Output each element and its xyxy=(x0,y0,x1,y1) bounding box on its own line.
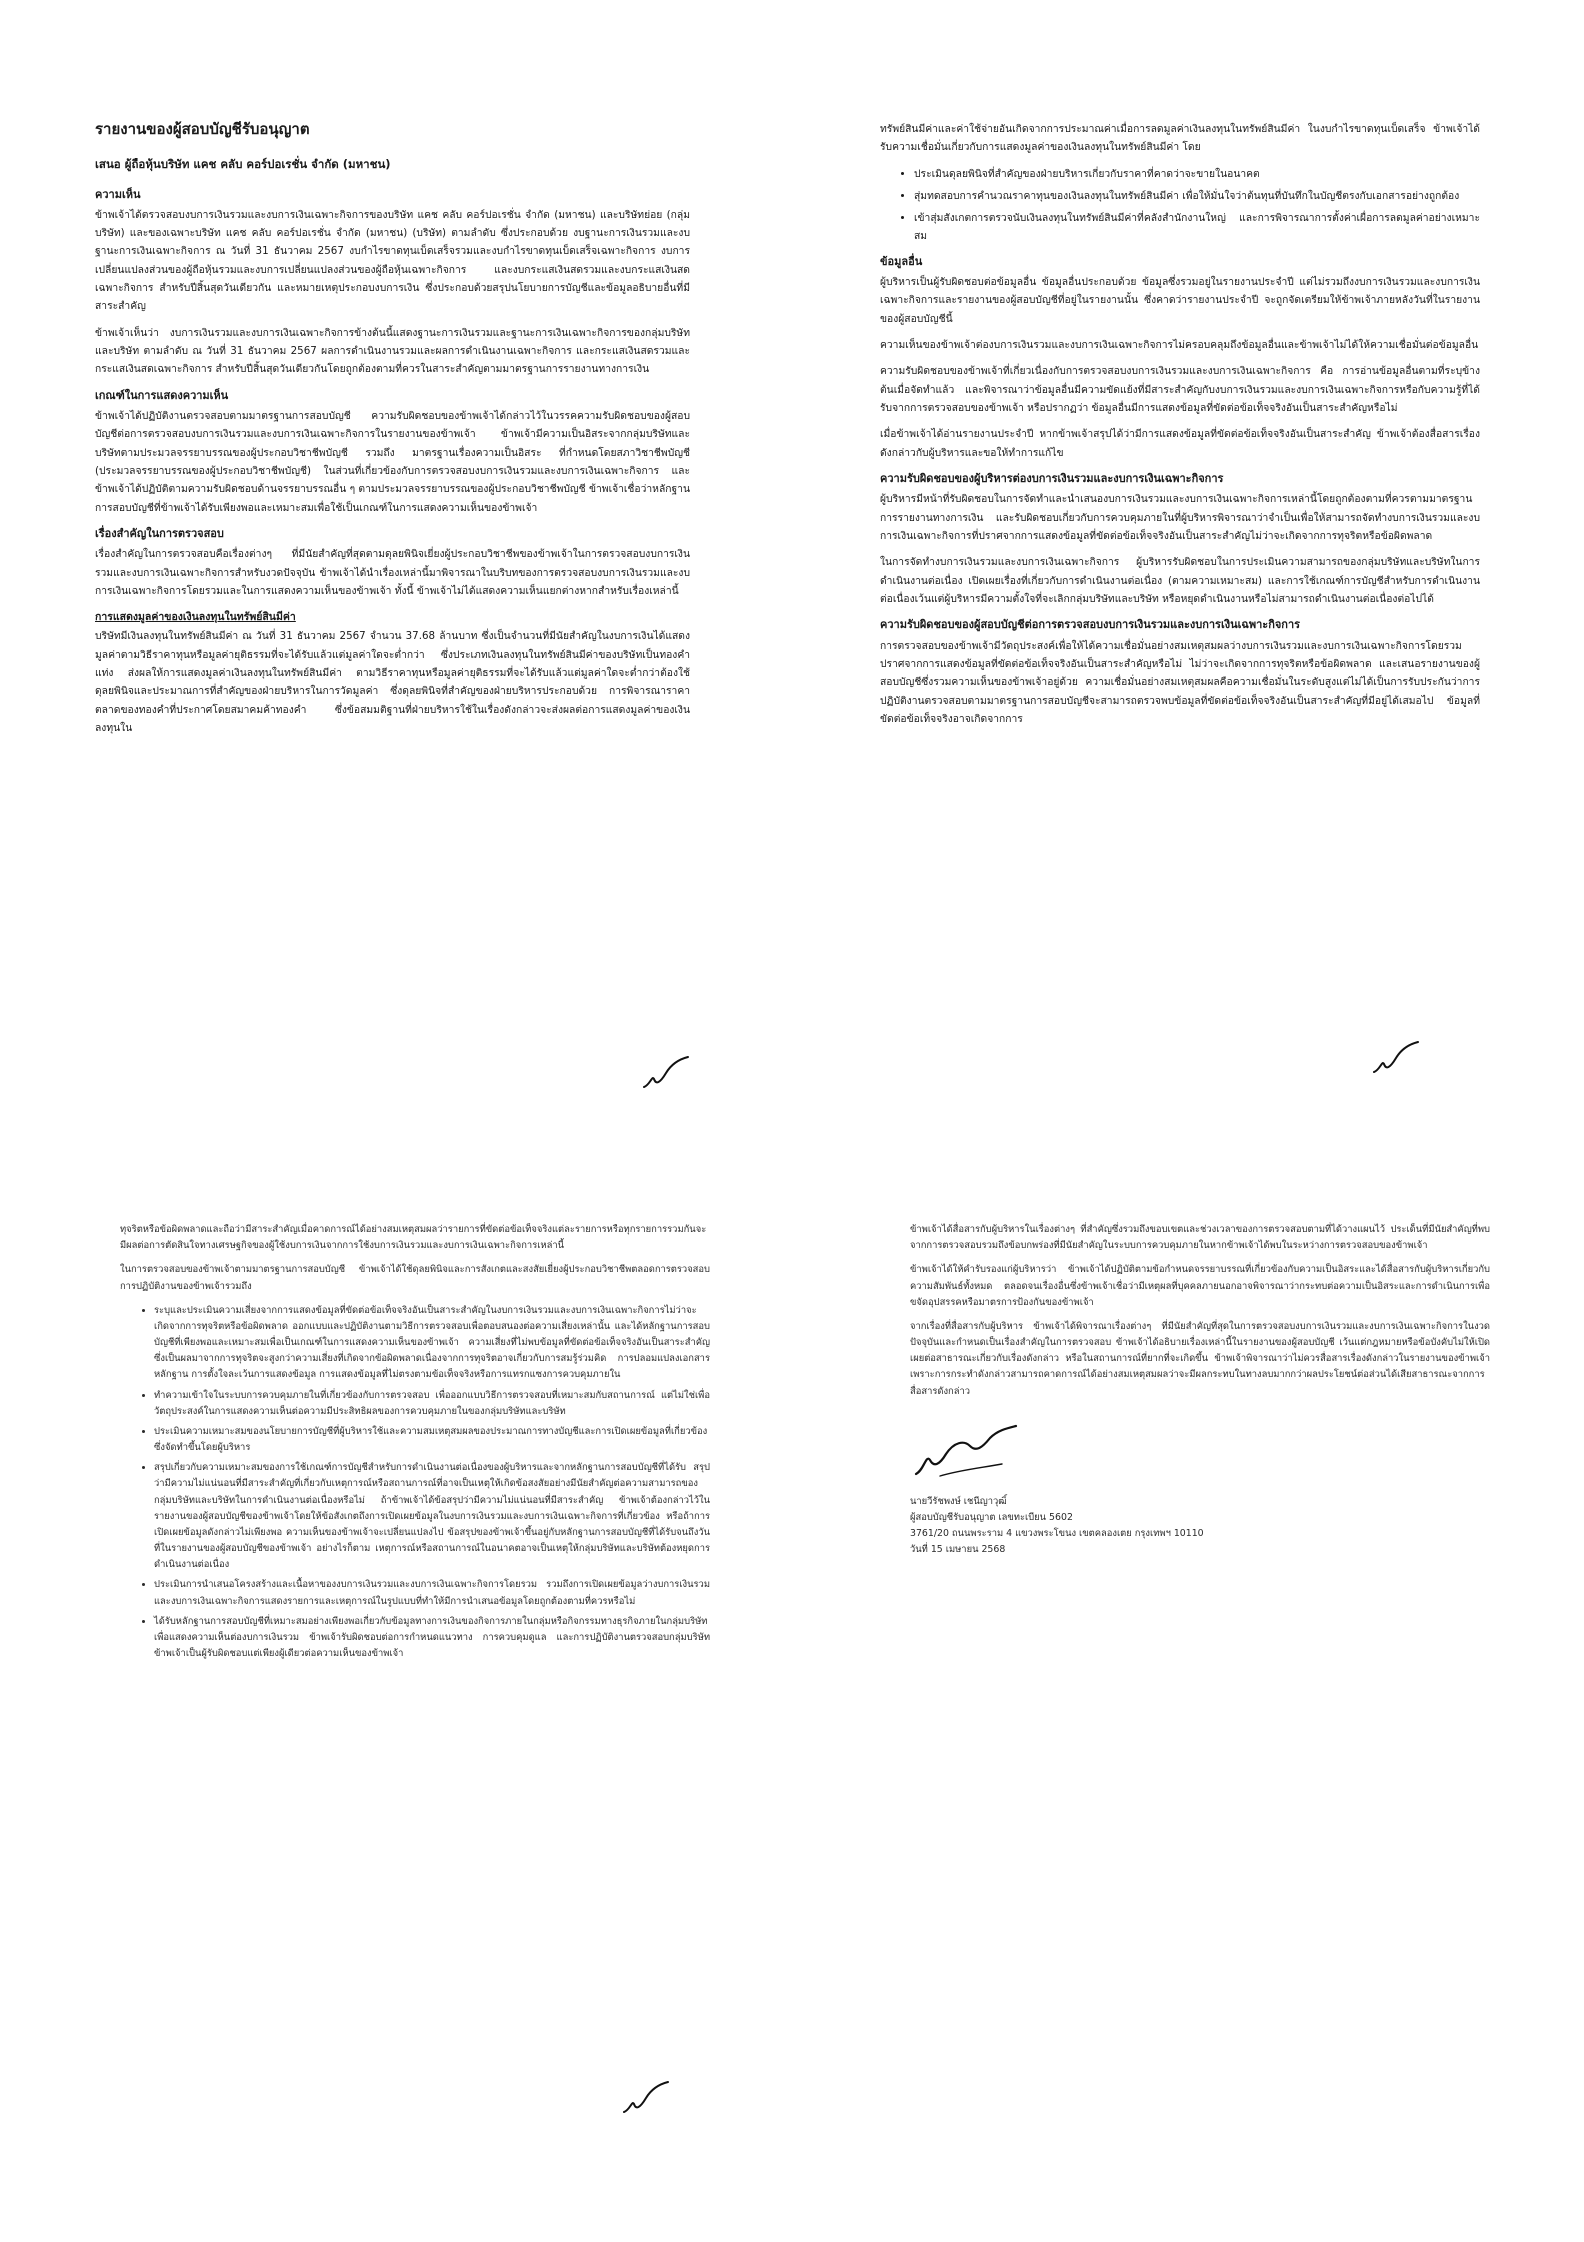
list-item: • เข้าสุ่มสังเกตการตรวจนับเงินลงทุนในทรัพย์สินมีค่าที่คลังสำนักงานใหญ่ และการพิจารณาการตั้งค่าเผื่อการลดมูลค่าอย่างเหมาะสม xyxy=(914,209,1480,245)
kam-procedures-list xyxy=(880,165,1480,245)
management-responsibility-heading: ความรับผิดชอบของผู้บริหารต่องบการเงินรวมและงบการเงินเฉพาะกิจการ xyxy=(880,471,1224,485)
kam-paragraph: เรื่องสำคัญในการตรวจสอบคือเรื่องต่างๆ ที่มีนัยสำคัญที่สุดตามดุลยพินิจเยี่ยงผู้ประกอบวิชาชีพของข้าพเจ้าในการตรวจสอบงบการเงินรวมและงบการเงินเฉพาะกิจการสำหรับงวดปัจจุบัน ข้าพเจ้าได้นำเรื่องเหล่านี้มาพิจารณาในบริบทของการตรวจสอบงบการเงินรวมและงบการเงินเฉพาะกิจการโดยรวมและในการแสดงความเห็นของข้าพเจ้า ทั้งนี้ ข้าพเจ้าไม่ได้แสดงความเห็นแยกต่างหากสำหรับเรื่องเหล่านี้ xyxy=(95,548,690,597)
list-item: • ได้รับหลักฐานการสอบบัญชีที่เหมาะสมอย่างเพียงพอเกี่ยวกับข้อมูลทางการเงินของกิจการภายในกลุ่มหรือกิจกรรมทางธุรกิจภายในกลุ่มบริษัทเพื่อแสดงความเห็นต่องบการเงินรวม ข้าพเจ้ารับผิดชอบต่อการกำหนดแนวทาง การควบคุมดูแล และการปฏิบัติงานตรวจสอบกลุ่มบริษัท ข้าพเจ้าเป็นผู้รับผิดชอบแต่เพียงผู้เดียวต่อความเห็นของข้าพเจ้า xyxy=(154,1614,710,1663)
basis-heading: เกณฑ์ในการแสดงความเห็น xyxy=(95,388,229,402)
report-date: วันที่ 15 เมษายน 2568 xyxy=(910,1543,1006,1555)
kam-heading: เรื่องสำคัญในการตรวจสอบ xyxy=(95,527,224,541)
list-item: • ประเมินการนำเสนอโครงสร้างและเนื้อหาของงบการเงินรวมและงบการเงินเฉพาะกิจการโดยรวม รวมถึงการเปิดเผยข้อมูลว่างบการเงินรวมและงบการเงินเฉพาะกิจการแสดงรายการและเหตุการณ์ในรูปแบบที่ทำให้มีการนำเสนอข้อมูลโดยถูกต้องตามที่ควรหรือไม่ xyxy=(154,1577,710,1609)
list-item: • ทำความเข้าใจในระบบการควบคุมภายในที่เกี่ยวข้องกับการตรวจสอบ เพื่อออกแบบวิธีการตรวจสอบที่เหมาะสมกับสถานการณ์ แต่ไม่ใช่เพื่อวัตถุประสงค์ในการแสดงความเห็นต่อความมีประสิทธิผลของการควบคุมภายในของกลุ่มบริษัทและบริษัท xyxy=(154,1388,710,1420)
auditor-name: นายวีรัชพงษ์ เชนีญาวุฒิ์ xyxy=(910,1495,1007,1507)
initials-signature-page-3 xyxy=(620,2080,672,2118)
professional-judgement-paragraph: ในการตรวจสอบของข้าพเจ้าตามมาตรฐานการสอบบัญชี ข้าพเจ้าได้ใช้ดุลยพินิจและการสังเกตและสงสัยเยี่ยงผู้ประกอบวิชาชีพตลอดการตรวจสอบ การปฏิบัติงานของข้าพเจ้ารวมถึง xyxy=(120,1264,710,1292)
report-title: รายงานของผู้สอบบัญชีรับอนุญาต xyxy=(95,120,310,138)
initials-signature-page-2 xyxy=(1370,1040,1422,1078)
basis-paragraph: ข้าพเจ้าได้ปฏิบัติงานตรวจสอบตามมาตรฐานการสอบบัญชี ความรับผิดชอบของข้าพเจ้าได้กล่าวไว้ในวรรคความรับผิดชอบของผู้สอบบัญชีต่อการตรวจสอบงบการเงินรวมและงบการเงินเฉพาะกิจการในรายงานของข้าพเจ้า ข้าพเจ้ามีความเป็นอิสระจากกลุ่มบริษัทและบริษัทตามประมวลจรรยาบรรณของผู้ประกอบวิชาชีพบัญชี รวมถึง มาตรฐานเรื่องความเป็นอิสระ ที่กำหนดโดยสภาวิชาชีพบัญชี (ประมวลจรรยาบรรณของผู้ประกอบวิชาชีพบัญชี) ในส่วนที่เกี่ยวข้องกับการตรวจสอบงบการเงินรวมและงบการเงินเฉพาะกิจการ และข้าพเจ้าได้ปฏิบัติตามความรับผิดชอบด้านจรรยาบรรณอื่น ๆ ตามประมวลจรรยาบรรณของผู้ประกอบวิชาชีพบัญชี ข้าพเจ้าเชื่อว่าหลักฐานการสอบบัญชีที่ข้าพเจ้าได้รับเพียงพอและเหมาะสมเพื่อใช้เป็นเกณฑ์ในการแสดงความเห็นของข้าพเจ้า xyxy=(95,410,690,514)
other-info-paragraph-4: เมื่อข้าพเจ้าได้อ่านรายงานประจำปี หากข้าพเจ้าสรุปได้ว่ามีการแสดงข้อมูลที่ขัดต่อข้อเท็จจริงอันเป็นสาระสำคัญ ข้าพเจ้าต้องสื่อสารเรื่องดังกล่าวกับผู้บริหารและขอให้ทำการแก้ไข xyxy=(880,428,1480,459)
initials-signature-page-1 xyxy=(640,1055,692,1093)
opinion-heading: ความเห็น xyxy=(95,187,141,201)
other-info-heading: ข้อมูลอื่น xyxy=(880,254,923,268)
opinion-paragraph-1: ข้าพเจ้าได้ตรวจสอบงบการเงินรวมและงบการเงินเฉพาะกิจการของบริษัท แคช คลับ คอร์ปอเรชั่น จำกัด (มหาชน) และบริษัทย่อย (กลุ่มบริษัท) และของเฉพาะบริษัท แคช คลับ คอร์ปอเรชั่น จำกัด (มหาชน) (บริษัท) ตามลำดับ ซึ่งประกอบด้วย งบฐานะการเงินรวมและงบฐานะการเงินเฉพาะกิจการ ณ วันที่ 31 ธันวาคม 2567 งบกำไรขาดทุนเบ็ดเสร็จรวมและงบกำไรขาดทุนเบ็ดเสร็จเฉพาะกิจการ งบการเปลี่ยนแปลงส่วนของผู้ถือหุ้นรวมและงบการเปลี่ยนแปลงส่วนของผู้ถือหุ้นเฉพาะกิจการ และงบกระแสเงินสดรวมและงบกระแสเงินสดเฉพาะกิจการ สำหรับปีสิ้นสุดวันเดียวกัน และหมายเหตุประกอบงบการเงิน ซึ่งประกอบด้วยสรุปนโยบายการบัญชีและข้อมูลอธิบายอื่นที่มีสาระสำคัญ xyxy=(95,208,690,313)
communication-paragraph-2: ข้าพเจ้าได้ให้คำรับรองแก่ผู้บริหารว่า ข้าพเจ้าได้ปฏิบัติตามข้อกำหนดจรรยาบรรณที่เกี่ยวข้องกับความเป็นอิสระและได้สื่อสารกับผู้บริหารเกี่ยวกับความสัมพันธ์ทั้งหมด ตลอดจนเรื่องอื่นซึ่งข้าพเจ้าเชื่อว่ามีเหตุผลที่บุคคลภายนอกอาจพิจารณาว่ากระทบต่อความเป็นอิสระและการดำเนินการเพื่อขจัดอุปสรรคหรือมาตรการป้องกันของข้าพเจ้า xyxy=(910,1264,1490,1308)
opinion-paragraph-2: ข้าพเจ้าเห็นว่า งบการเงินรวมและงบการเงินเฉพาะกิจการข้างต้นนี้แสดงฐานะการเงินรวมและฐานะการเงินเฉพาะกิจการของกลุ่มบริษัทและบริษัท ตามลำดับ ณ วันที่ 31 ธันวาคม 2567 ผลการดำเนินงานรวมและผลการดำเนินงานเฉพาะกิจการ และกระแสเงินสดรวมและกระแสเงินสดเฉพาะกิจการ สำหรับปีสิ้นสุดวันเดียวกันโดยถูกต้องตามที่ควรในสาระสำคัญตามมาตรฐานการรายงานทางการเงิน xyxy=(95,326,690,376)
auditor-paragraph-1: การตรวจสอบของข้าพเจ้ามีวัตถุประสงค์เพื่อให้ได้ความเชื่อมั่นอย่างสมเหตุสมผลว่างบการเงินรวมและงบการเงินเฉพาะกิจการโดยรวมปราศจากการแสดงข้อมูลที่ขัดต่อข้อเท็จจริงอันเป็นสาระสำคัญหรือไม่ ไม่ว่าจะเกิดจากการทุจริตหรือข้อผิดพลาด และเสนอรายงานของผู้สอบบัญชีซึ่งรวมความเห็นของข้าพเจ้าอยู่ด้วย ความเชื่อมั่นอย่างสมเหตุสมผลคือความเชื่อมั่นในระดับสูงแต่ไม่ได้เป็นการรับประกันว่าการปฏิบัติงานตรวจสอบตามมาตรฐานการสอบบัญชีจะสามารถตรวจพบข้อมูลที่ขัดต่อข้อเท็จจริงอันเป็นสาระสำคัญที่มีอยู่ได้เสมอไป ข้อมูลที่ขัดต่อข้อเท็จจริงอาจเกิดจากการ xyxy=(880,639,1480,725)
communication-paragraph-1: ข้าพเจ้าได้สื่อสารกับผู้บริหารในเรื่องต่างๆ ที่สำคัญซึ่งรวมถึงขอบเขตและช่วงเวลาของการตรวจสอบตามที่ได้วางแผนไว้ ประเด็นที่มีนัยสำคัญที่พบจากการตรวจสอบรวมถึงข้อบกพร่องที่มีนัยสำคัญในระบบการควบคุมภายในหากข้าพเจ้าได้พบในระหว่างการตรวจสอบของข้าพเจ้า xyxy=(910,1224,1490,1252)
auditor-continuation-paragraph: ทุจริตหรือข้อผิดพลาดและถือว่ามีสาระสำคัญเมื่อคาดการณ์ได้อย่างสมเหตุสมผลว่ารายการที่ขัดต่อข้อเท็จจริงแต่ละรายการหรือทุกรายการรวมกันจะมีผลต่อการตัดสินใจทางเศรษฐกิจของผู้ใช้งบการเงินจากการใช้งบการเงินรวมและงบการเงินเฉพาะกิจการเหล่านี้ xyxy=(120,1224,707,1252)
list-item: • ประเมินดุลยพินิจที่สำคัญของฝ่ายบริหารเกี่ยวกับราคาที่คาดว่าจะขายในอนาคต xyxy=(914,165,1480,183)
list-item: • สรุปเกี่ยวกับความเหมาะสมของการใช้เกณฑ์การบัญชีสำหรับการดำเนินงานต่อเนื่องของผู้บริหารและจากหลักฐานการสอบบัญชีที่ได้รับ สรุปว่ามีความไม่แน่นอนที่มีสาระสำคัญที่เกี่ยวกับเหตุการณ์หรือสถานการณ์ที่อาจเป็นเหตุให้เกิดข้อสงสัยอย่างมีนัยสำคัญต่อความสามารถของกลุ่มบริษัทและบริษัทในการดำเนินงานต่อเนื่องหรือไม่ ถ้าข้าพเจ้าได้ข้อสรุปว่ามีความไม่แน่นอนที่มีสาระสำคัญ ข้าพเจ้าต้องกล่าวไว้ในรายงานของผู้สอบบัญชีของข้าพเจ้าโดยให้ข้อสังเกตถึงการเปิดเผยข้อมูลในงบการเงินรวมและงบการเงินเฉพาะกิจการที่เกี่ยวข้อง หรือถ้าการเปิดเผยข้อมูลดังกล่าวไม่เพียงพอ ความเห็นของข้าพเจ้าจะเปลี่ยนแปลงไป ข้อสรุปของข้าพเจ้าขึ้นอยู่กับหลักฐานการสอบบัญชีที่ได้รับจนถึงวันที่ในรายงานของผู้สอบบัญชีของข้าพเจ้า อย่างไรก็ตาม เหตุการณ์หรือสถานการณ์ในอนาคตอาจเป็นเหตุให้กลุ่มบริษัทและบริษัทต้องหยุดการดำเนินงานต่อเนื่อง xyxy=(154,1460,710,1573)
kam-subheading: การแสดงมูลค่าของเงินลงทุนในทรัพย์สินมีค่า xyxy=(95,611,296,624)
other-info-paragraph-1: ผู้บริหารเป็นผู้รับผิดชอบต่อข้อมูลอื่น ข้อมูลอื่นประกอบด้วย ข้อมูลซึ่งรวมอยู่ในรายงานประจำปี แต่ไม่รวมถึงงบการเงินรวมและงบการเงินเฉพาะกิจการและรายงานของผู้สอบบัญชีที่อยู่ในรายงานนั้น ซึ่งคาดว่ารายงานประจำปี จะถูกจัดเตรียมให้ข้าพเจ้าภายหลังวันที่ในรายงานของผู้สอบบัญชีนี้ xyxy=(880,276,1480,325)
auditor-license: ผู้สอบบัญชีรับอนุญาต เลขทะเบียน 5602 xyxy=(910,1511,1073,1523)
list-item: • ประเมินความเหมาะสมของนโยบายการบัญชีที่ผู้บริหารใช้และความสมเหตุสมผลของประมาณการทางบัญชีและการเปิดเผยข้อมูลที่เกี่ยวข้องซึ่งจัดทำขึ้นโดยผู้บริหาร xyxy=(154,1424,710,1456)
audit-procedures-list xyxy=(120,1303,710,1663)
report-page-1 xyxy=(95,120,690,1070)
other-info-paragraph-3: ความรับผิดชอบของข้าพเจ้าที่เกี่ยวเนื่องกับการตรวจสอบงบการเงินรวมและงบการเงินเฉพาะกิจการ คือ การอ่านข้อมูลอื่นตามที่ระบุข้างต้นเมื่อจัดทำแล้ว และพิจารณาว่าข้อมูลอื่นมีความขัดแย้งที่มีสาระสำคัญกับงบการเงินรวมและงบการเงินเฉพาะกิจการหรือกับความรู้ที่ได้รับจากการตรวจสอบของข้าพเจ้า หรือปรากฏว่า ข้อมูลอื่นมีการแสดงข้อมูลที่ขัดต่อข้อเท็จจริงอันเป็นสาระสำคัญหรือไม่ xyxy=(880,365,1480,414)
report-page-4 xyxy=(910,1222,1490,1762)
report-addressee: เสนอ ผู้ถือหุ้นบริษัท แคช คลับ คอร์ปอเรชั่น จำกัด (มหาชน) xyxy=(95,156,391,171)
auditor-signature xyxy=(910,1424,1490,1488)
kam-continuation-paragraph: ทรัพย์สินมีค่าและค่าใช้จ่ายอันเกิดจากการประมาณค่าเมื่อการลดมูลค่าเงินลงทุนในทรัพย์สินมีค่า ในงบกำไรขาดทุนเบ็ดเสร็จ ข้าพเจ้าได้รับความเชื่อมั่นเกี่ยวกับการแสดงมูลค่าของเงินลงทุนในทรัพย์สินมีค่า โดย xyxy=(880,123,1480,154)
report-page-3 xyxy=(120,1222,710,2092)
list-item: • ระบุและประเมินความเสี่ยงจากการแสดงข้อมูลที่ขัดต่อข้อเท็จจริงอันเป็นสาระสำคัญในงบการเงินรวมและงบการเงินเฉพาะกิจการไม่ว่าจะเกิดจากการทุจริตหรือข้อผิดพลาด ออกแบบและปฏิบัติงานตามวิธีการตรวจสอบเพื่อตอบสนองต่อความเสี่ยงเหล่านั้น และได้หลักฐานการสอบบัญชีที่เพียงพอและเหมาะสมเพื่อเป็นเกณฑ์ในการแสดงความเห็นของข้าพเจ้า ความเสี่ยงที่ไม่พบข้อมูลที่ขัดต่อข้อเท็จจริงอันเป็นสาระสำคัญซึ่งเป็นผลมาจากการทุจริตจะสูงกว่าความเสี่ยงที่เกิดจากข้อผิดพลาดเนื่องจากการทุจริตอาจเกี่ยวกับการสมรู้ร่วมคิด การปลอมแปลงเอกสารหลักฐาน การตั้งใจละเว้นการแสดงข้อมูล การแสดงข้อมูลที่ไม่ตรงตามข้อเท็จจริงหรือการแทรกแซงการควบคุมภายใน xyxy=(154,1303,710,1384)
auditor-address: 3761/20 ถนนพระราม 4 แขวงพระโขนง เขตคลองเตย กรุงเทพฯ 10110 xyxy=(910,1527,1204,1539)
kam-sub-paragraph: บริษัทมีเงินลงทุนในทรัพย์สินมีค่า ณ วันที่ 31 ธันวาคม 2567 จำนวน 37.68 ล้านบาท ซึ่งเป็นจำนวนที่มีนัยสำคัญในงบการเงินได้แสดงมูลค่าตามวิธีราคาทุนหรือมูลค่ายุติธรรมที่จะได้รับแล้วแต่มูลค่าใดจะต่ำกว่า ซึ่งประเภทเงินลงทุนในทรัพย์สินมีค่าของบริษัทเป็นทองคำแท่ง ส่งผลให้การแสดงมูลค่าเงินลงทุนในทรัพย์สินมีค่า ตามวิธีราคาทุนหรือมูลค่ายุติธรรมที่จะได้รับแล้วแต่มูลค่าใดจะต่ำกว่าต้องใช้ดุลยพินิจและประมาณการที่สำคัญของฝ่ายบริหารในการวัดมูลค่า ซึ่งดุลยพินิจที่สำคัญของฝ่ายบริหารประกอบด้วย การพิจารณาราคาตลาดของทองคำที่ประกาศโดยสมาคมค้าทองคำ ซึ่งข้อสมมติฐานที่ฝ่ายบริหารใช้ในเรื่องดังกล่าวจะส่งผลต่อการแสดงมูลค่าของเงินลงทุนใน xyxy=(95,630,690,734)
signature-block xyxy=(910,1494,1490,1558)
other-info-paragraph-2: ความเห็นของข้าพเจ้าต่องบการเงินรวมและงบการเงินเฉพาะกิจการไม่ครอบคลุมถึงข้อมูลอื่นและข้าพเจ้าไม่ได้ให้ความเชื่อมั่นต่อข้อมูลอื่น xyxy=(880,339,1479,351)
management-paragraph-2: ในการจัดทำงบการเงินรวมและงบการเงินเฉพาะกิจการ ผู้บริหารรับผิดชอบในการประเมินความสามารถของกลุ่มบริษัทและบริษัทในการดำเนินงานต่อเนื่อง เปิดเผยเรื่องที่เกี่ยวกับการดำเนินงานต่อเนื่อง (ตามความเหมาะสม) และการใช้เกณฑ์การบัญชีสำหรับการดำเนินงานต่อเนื่องเว้นแต่ผู้บริหารมีความตั้งใจที่จะเลิกกลุ่มบริษัทและบริษัท หรือหยุดดำเนินงานหรือไม่สามารถดำเนินงานต่อเนื่องต่อไปได้ xyxy=(880,556,1480,605)
auditor-responsibility-heading: ความรับผิดชอบของผู้สอบบัญชีต่อการตรวจสอบงบการเงินรวมและงบการเงินเฉพาะกิจการ xyxy=(880,618,1301,632)
management-paragraph-1: ผู้บริหารมีหน้าที่รับผิดชอบในการจัดทำและนำเสนองบการเงินรวมและงบการเงินเฉพาะกิจการเหล่านี้โดยถูกต้องตามที่ควรตามมาตรฐานการรายงานทางการเงิน และรับผิดชอบเกี่ยวกับการควบคุมภายในที่ผู้บริหารพิจารณาว่าจำเป็นเพื่อให้สามารถจัดทำงบการเงินรวมและงบการเงินเฉพาะกิจการที่ปราศจากการแสดงข้อมูลที่ขัดต่อข้อเท็จจริงอันเป็นสาระสำคัญไม่ว่าจะเกิดจากการทุจริตหรือข้อผิดพลาด xyxy=(880,493,1480,542)
list-item: • สุ่มทดสอบการคำนวณราคาทุนของเงินลงทุนในทรัพย์สินมีค่า เพื่อให้มั่นใจว่าต้นทุนที่บันทึกในบัญชีตรงกับเอกสารอย่างถูกต้อง xyxy=(914,187,1480,205)
communication-paragraph-3: จากเรื่องที่สื่อสารกับผู้บริหาร ข้าพเจ้าได้พิจารณาเรื่องต่างๆ ที่มีนัยสำคัญที่สุดในการตรวจสอบงบการเงินรวมและงบการเงินเฉพาะกิจการในงวดปัจจุบันและกำหนดเป็นเรื่องสำคัญในการตรวจสอบ ข้าพเจ้าได้อธิบายเรื่องเหล่านี้ในรายงานของผู้สอบบัญชี เว้นแต่กฎหมายหรือข้อบังคับไม่ให้เปิดเผยต่อสาธารณะเกี่ยวกับเรื่องดังกล่าว หรือในสถานการณ์ที่ยากที่จะเกิดขึ้น ข้าพเจ้าพิจารณาว่าไม่ควรสื่อสารเรื่องดังกล่าวในรายงานของข้าพเจ้าเพราะการกระทำดังกล่าวสามารถคาดการณ์ได้อย่างสมเหตุสมผลว่าจะมีผลกระทบในทางลบมากกว่าผลประโยชน์ต่อส่วนได้เสียสาธารณะจากการสื่อสารดังกล่าว xyxy=(910,1320,1490,1397)
report-page-2 xyxy=(880,120,1480,1070)
